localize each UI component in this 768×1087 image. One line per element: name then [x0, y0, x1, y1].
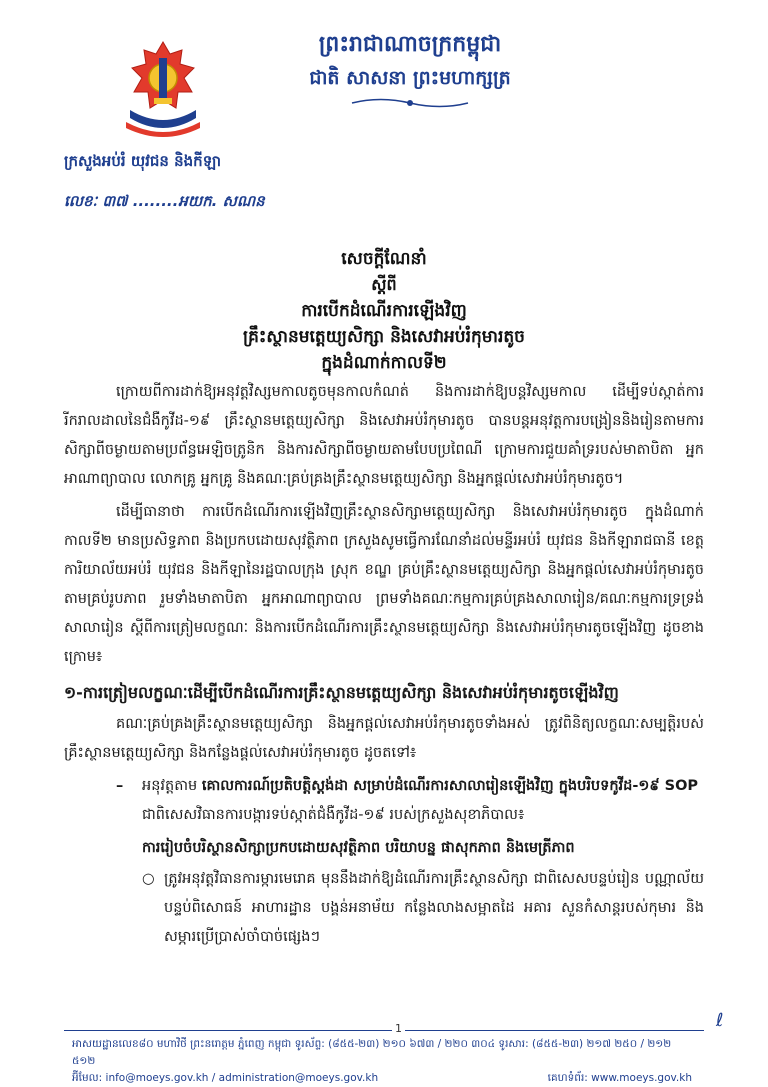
title-line-5: ក្នុងដំណាក់កាលទី២ — [321, 353, 447, 373]
paragraph-1: ក្រោយពីការដាក់ឱ្យអនុវត្តវិស្សមកាលតូចមុនកាលកំណត់ និងការដាក់ឱ្យបន្តវិស្សមកាល ដើម្បីទប់ស្កាត់ការរីករាលដាលនៃជំងឺកូវីដ-១៩ គ្រឹះស្ថានមត្តេយ្យសិក្សា និងសេវាអប់រំកុមារតូច បានបន្តអនុវត្តការបង្រៀននិងរៀនតាមការសិក្សាពីចម្ងាយតាមប្រព័ន្ធអេឡិចត្រូនិក និងការសិក្សាពីចម្ងាយតាមបែបប្រពៃណី ក្រោមការជួយគាំទ្ររបស់មាតាបិតា អ្នកអាណាព្យាបាល លោកគ្រូ អ្នកគ្រូ និងគណៈគ្រប់គ្រងគ្រឹះស្ថានមត្តេយ្យសិក្សា និងអ្នកផ្តល់សេវាអប់រំកុមារតូច។ — [64, 384, 704, 487]
reference-number: លេខៈ ៣៧ ........អយក. សណន — [64, 192, 265, 210]
title-line-2: ស្តីពី — [371, 275, 397, 294]
national-motto: ជាតិ សាសនា ព្រះមហាក្សត្រ — [309, 67, 511, 89]
bullet-rest: ជាពិសេសវិធានការបង្ការទប់ស្កាត់ជំងឺកូវីដ-១៩ របស់ក្រសួងសុខាភិបាល៖ — [142, 807, 525, 823]
section-heading-1: ១-ការត្រៀមលក្ខណៈដើម្បីបើកដំណើរការគ្រឹះស្ថានមត្តេយ្យសិក្សា និងសេវាអប់រំកុមារតូចឡើងវិញ — [64, 683, 619, 702]
paragraph-3: គណៈគ្រប់គ្រងគ្រឹះស្ថានមត្តេយ្យសិក្សា និងអ្នកផ្តល់សេវាអប់រំកុមារតូចទាំងអស់ ត្រូវពិនិត្យលក្ខណៈសម្បត្តិរបស់គ្រឹះស្ថានមត្តេយ្យសិក្សា និងកន្លែងផ្តល់សេវាអប់រំកុមារតូច ដូចតទៅ៖ — [64, 716, 704, 761]
kingdom-name: ព្រះរាជាណាចក្រកម្ពុជា — [318, 32, 502, 57]
bullet-item-1 — [116, 772, 704, 830]
title-line-3: ការបើកដំណើរការឡើងវិញ — [301, 301, 467, 321]
page-number: 1 — [392, 1022, 405, 1035]
footer — [72, 1036, 692, 1087]
dash-marker: – — [116, 778, 124, 794]
document-body — [64, 378, 704, 952]
ministry-emblem-icon — [120, 38, 206, 142]
initial-mark-icon: ℓ — [716, 1010, 724, 1031]
title-line-1: សេចក្តីណែនាំ — [341, 249, 427, 269]
circle-list-item-1 — [142, 865, 704, 952]
subsection-heading: ការរៀបចំបរិស្ថានសិក្សាប្រកបដោយសុវត្ថិភាព បរិយាបន្ន ផាសុកភាព និងមេត្រីភាព — [142, 840, 575, 856]
ornament-divider-icon — [350, 96, 470, 110]
footer-address: អាសយដ្ឋានលេខ៨០ មហាវិថី ព្រះនរោត្តម ភ្នំពេញ កម្ពុជា ទូរស័ព្ទ: (៨៥៥-២៣) ២១០ ៦៧៣ / ២២០ ៣០៤ ទូរសារ: (៨៥៥-២៣) ២១៧ ២៥០ / ២១២ ៥១២ — [72, 1038, 672, 1067]
bullet-bold-text: គោលការណ៍ប្រតិបត្តិស្តង់ដា សម្រាប់ដំណើរការសាលារៀនឡើងវិញ ក្នុងបរិបទកូវីដ-១៩ SOP — [201, 778, 699, 794]
circle-bullet-icon: ○ — [142, 871, 155, 887]
bullet-text — [142, 772, 704, 830]
paragraph-2: ដើម្បីធានាថា ការបើកដំណើរការឡើងវិញគ្រឹះស្ថានសិក្សាមត្តេយ្យសិក្សា និងសេវាអប់រំកុមារតូច ក្នុងដំណាក់កាលទី២ មានប្រសិទ្ធភាព និងប្រកបដោយសុវត្ថិភាព ក្រសួងសូមធ្វើការណែនាំដល់មន្ទីរអប់រំ យុវជន និងកីឡារាជធានី ខេត្ត ការិយាល័យអប់រំ យុវជន និងកីឡានៃរដ្ឋបាលក្រុង ស្រុក ខណ្ឌ គ្រប់គ្រឹះស្ថានមត្តេយ្យសិក្សា និងអ្នកផ្តល់សេវាអប់រំកុមារតូចតាមគ្រប់រូបភាព រួមទាំងមាតាបិតា អ្នកអាណាព្យាបាល ព្រមទាំងគណៈកម្មការគ្រប់គ្រងសាលារៀន/គណៈកម្មការទ្រទ្រង់សាលារៀន ស្តីពីការត្រៀមលក្ខណៈ និងការបើកដំណើរការគ្រឹះស្ថានមត្តេយ្យសិក្សា និងសេវាអប់រំកុមារតូចឡើងវិញ ដូចខាងក្រោម៖ — [64, 504, 704, 665]
footer-divider — [64, 1030, 704, 1031]
title-line-4: គ្រឹះស្ថានមត្តេយ្យសិក្សា និងសេវាអប់រំកុមារតូច — [243, 327, 525, 347]
ministry-name: ក្រសួងអប់រំ យុវជន និងកីឡា — [64, 152, 222, 170]
circle-item-text: ត្រូវអនុវត្តវិធានការម្ការមេរោគ មុននឹងដាក់ឱ្យដំណើរការគ្រឹះស្ថានសិក្សា ជាពិសេសបន្ទប់រៀន បណ្ណាល័យ បន្ទប់ពិសោធន៍ អាហារដ្ឋាន បង្គន់អនាម័យ កន្លែងលាងសម្អាតដៃ អគារ សួនកំសាន្តរបស់កុមារ និងសម្ភារប្រើប្រាស់ចាំបាច់ផ្សេងៗ — [164, 871, 704, 945]
bullet-prefix: អនុវត្តតាម — [142, 778, 198, 794]
document-title — [110, 246, 658, 376]
footer-email[interactable]: អ៊ីមែល: info@moeys.gov.kh / administration@moeys.gov.kh — [72, 1072, 379, 1084]
kingdom-header — [260, 30, 560, 110]
footer-website[interactable]: គេហទំព័រ: www.moeys.gov.kh — [547, 1072, 692, 1084]
footer-contacts — [72, 1070, 692, 1087]
